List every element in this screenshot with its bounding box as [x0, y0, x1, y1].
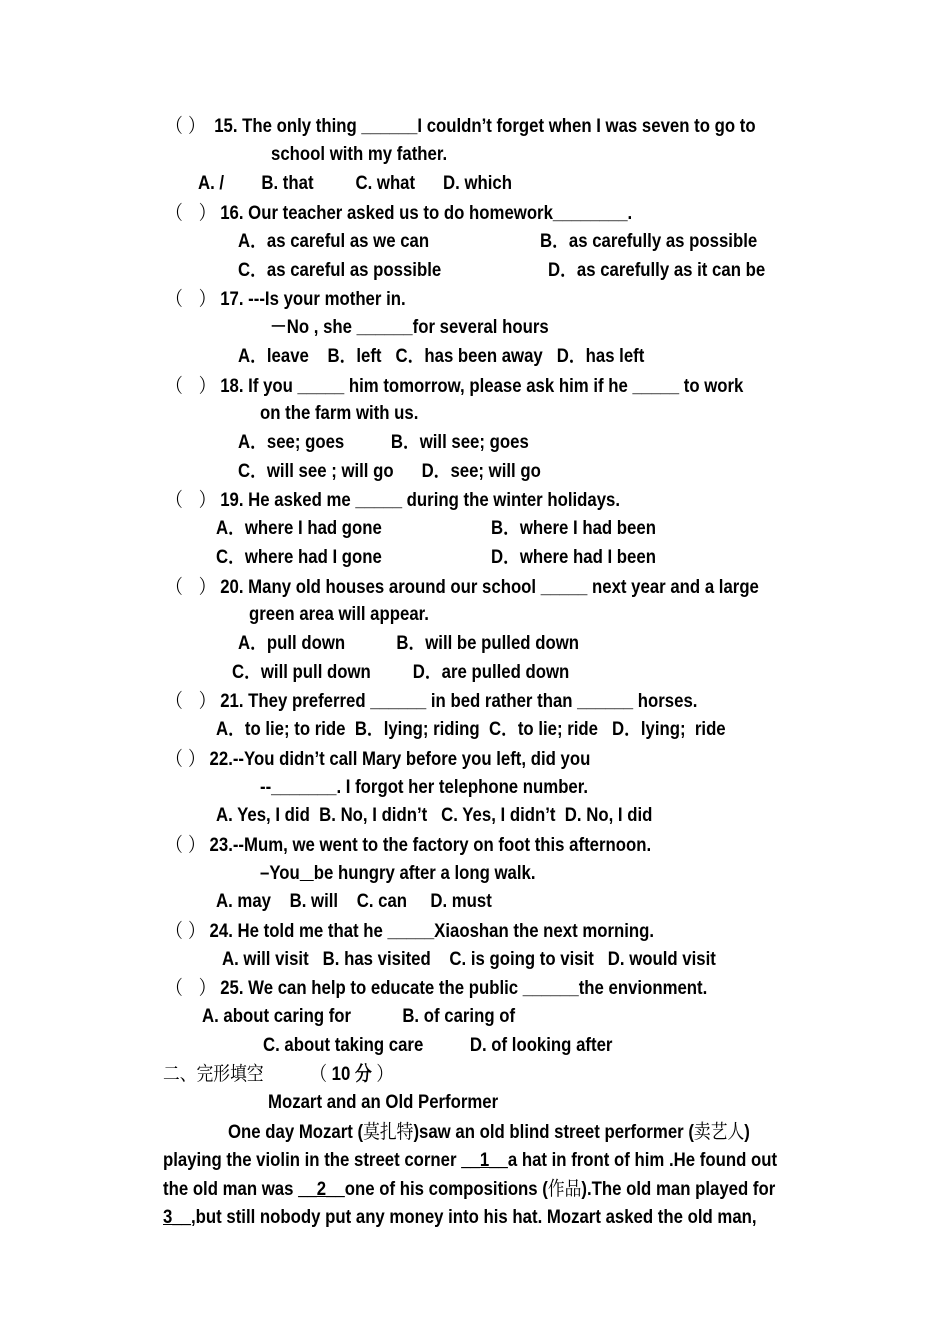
question-21-stem-line — [166, 686, 697, 716]
text-run: )saw an old blind street performer ( — [413, 1121, 694, 1143]
question-24-stem-line — [166, 916, 654, 946]
question-stem: 25. We can help to educate the public ______the envionment. — [220, 977, 708, 999]
question-stem: 20. Many old houses around our school _____ next year and a large — [220, 576, 759, 598]
question-stem-continued — [260, 859, 536, 888]
question-options: A．see; goes B．will see; goes — [238, 431, 529, 453]
question-options: C．will pull down D．are pulled down — [232, 661, 570, 683]
reply-end: be hungry after a long walk. — [313, 862, 536, 884]
question-23-stem-line — [166, 830, 651, 860]
answer-bracket: （ ） — [166, 747, 205, 770]
question-stem: 21. They preferred ______ in bed rather than ______ horses. — [220, 690, 698, 712]
question-options: A. Yes, I did B. No, I didn’t C. Yes, I didn’t D. No, I did — [216, 804, 653, 826]
question-stem: 16. Our teacher asked us to do homework________. — [220, 202, 633, 224]
answer-bracket: （ ） — [166, 287, 216, 310]
question-options: A. about caring for B. of caring of — [202, 1005, 516, 1027]
question-stem-continued: on the farm with us. — [260, 402, 419, 424]
question-stem-continued: --_______. I forgot her telephone number. — [260, 776, 589, 798]
passage-title: Mozart and an Old Performer — [268, 1091, 499, 1113]
question-15-stem-line — [166, 111, 756, 141]
answer-bracket: （ ） — [166, 689, 216, 712]
passage-line-1 — [228, 1117, 750, 1147]
answer-bracket: （ ） — [166, 575, 216, 598]
question-stem-continued: －No , she ______for several hours — [270, 316, 549, 338]
answer-bracket: （ ） — [166, 201, 216, 224]
question-stem: 23.--Mum, we went to the factory on foot this afternoon. — [209, 834, 652, 856]
question-options: A. will visit B. has visited C. is going to visit D. would visit — [222, 948, 716, 970]
question-stem-continued: green area will appear. — [249, 603, 429, 625]
question-options: A. may B. will C. can D. must — [216, 890, 492, 912]
question-stem: 24. He told me that he _____Xiaoshan the next morning. — [209, 920, 655, 942]
option-b: B．where I had been — [491, 517, 656, 539]
chinese-gloss: 莫扎特 — [363, 1120, 414, 1143]
option-a: A．where I had gone — [216, 517, 382, 539]
option-b: B．as carefully as possible — [540, 230, 758, 252]
score-open: （ — [310, 1062, 328, 1085]
answer-blank — [300, 862, 314, 884]
option-d: D．as carefully as it can be — [548, 259, 766, 281]
section-title: 二、完形填空 — [163, 1062, 264, 1085]
text-run: the old man was — [163, 1178, 299, 1200]
question-stem: 15. The only thing ______I couldn’t forget when I was seven to go to — [214, 115, 756, 137]
text-run: one of his compositions ( — [344, 1178, 548, 1200]
question-options: C．will see ; will go D．see; will go — [238, 460, 541, 482]
answer-bracket: （ ） — [166, 114, 205, 137]
passage-line-2 — [163, 1146, 777, 1175]
answer-bracket: （ ） — [166, 976, 216, 999]
cloze-blank-3: 3__ — [163, 1206, 191, 1228]
question-options: A. / B. that C. what D. which — [198, 172, 513, 194]
text-run: playing the violin in the street corner — [163, 1149, 462, 1171]
option-c: C．as careful as possible — [238, 259, 442, 281]
text-run: One day Mozart ( — [228, 1121, 364, 1143]
question-18-stem-line — [166, 371, 743, 401]
question-options: A．to lie; to ride B．lying; riding C．to lie; ride D．lying; ride — [216, 718, 726, 740]
score-close: ） — [376, 1062, 394, 1085]
question-16-stem-line — [166, 198, 632, 228]
question-stem-continued: school with my father. — [271, 143, 448, 165]
question-stem: 18. If you _____ him tomorrow, please ask him if he _____ to work — [220, 375, 744, 397]
text-run: ) — [744, 1121, 750, 1143]
answer-bracket: （ ） — [166, 374, 216, 397]
option-c: C．where had I gone — [216, 546, 382, 568]
question-20-stem-line — [166, 572, 759, 602]
option-d: D．where had I been — [491, 546, 656, 568]
text-run: a hat in front of him .He found out — [507, 1149, 778, 1171]
answer-bracket: （ ） — [166, 919, 205, 942]
answer-bracket: （ ） — [166, 833, 205, 856]
chinese-gloss: 卖艺人 — [693, 1120, 745, 1143]
question-17-stem-line — [166, 284, 406, 314]
section-score: 10 分 — [331, 1063, 372, 1085]
reply-start: –You — [260, 862, 300, 884]
option-a: A．as careful as we can — [238, 230, 430, 252]
section-heading — [163, 1059, 393, 1089]
question-stem: 19. He asked me _____ during the winter holidays. — [220, 489, 621, 511]
text-run: ).The old man played for — [581, 1178, 776, 1200]
cloze-blank-2: __2__ — [298, 1178, 345, 1200]
chinese-gloss: 作品 — [547, 1177, 582, 1200]
question-options: A．pull down B．will be pulled down — [238, 632, 579, 654]
question-stem: 22.--You didn’t call Mary before you left, did you — [209, 748, 591, 770]
cloze-blank-1: __1__ — [461, 1149, 508, 1171]
question-stem: 17. ---Is your mother in. — [220, 288, 406, 310]
question-options: A．leave B．left C．has been away D．has left — [238, 345, 645, 367]
question-options: C. about taking care D. of looking after — [263, 1034, 613, 1056]
question-25-stem-line — [166, 973, 707, 1003]
question-22-stem-line — [166, 744, 590, 774]
passage-line-4 — [163, 1203, 757, 1232]
answer-bracket: （ ） — [166, 488, 216, 511]
text-run: ,but still nobody put any money into his hat. Mozart asked the old man, — [190, 1206, 757, 1228]
passage-line-3 — [163, 1174, 775, 1204]
question-19-stem-line — [166, 485, 620, 515]
